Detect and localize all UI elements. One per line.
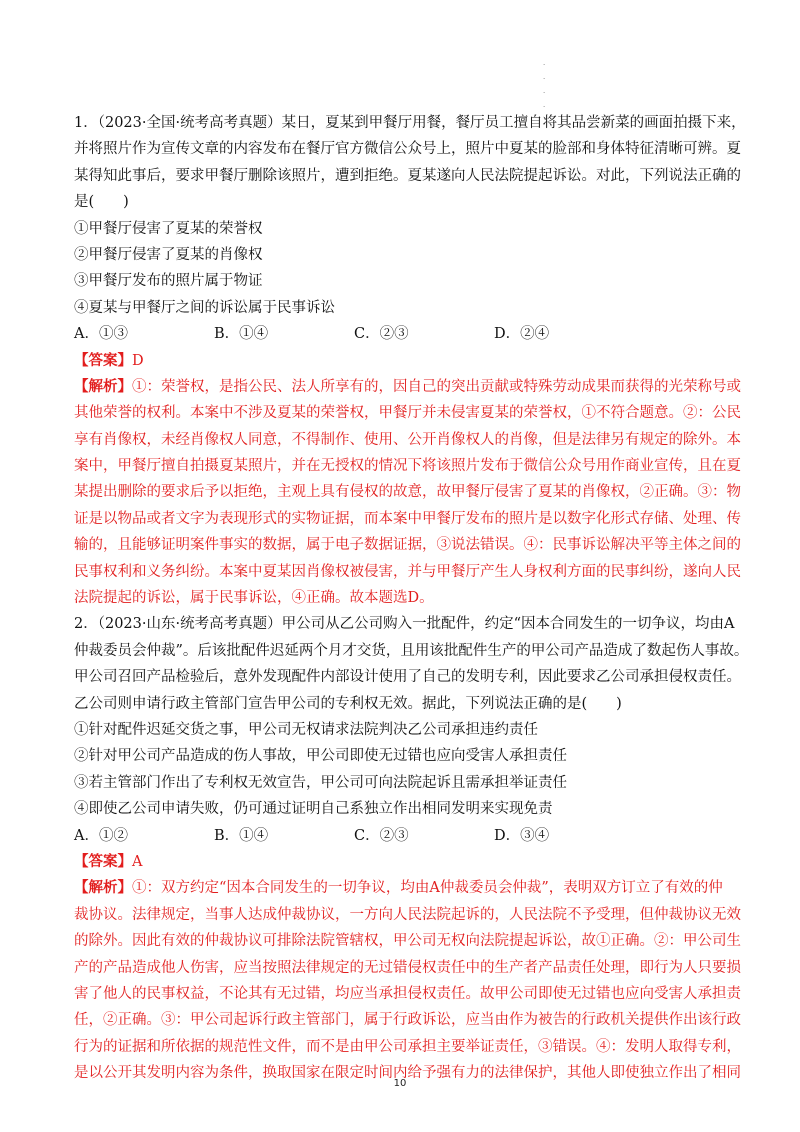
question-stem-line: 甲公司召回产品检验后，意外发现配件内部设计使用了自己的发明专利，因此要求乙公司承担侵权责任。 (74, 669, 741, 686)
question-2 (74, 611, 749, 1086)
analysis-line: 某提出删除的要求后予以拒绝，主观上具有侵权的故意，故甲餐厅侵害了夏某的肖像权，②正确。③：物 (74, 484, 741, 501)
option-b: B．①④ (214, 326, 269, 343)
analysis-line: 是以公开其发明内容为条件，换取国家在限定时间内给予强有力的法律保护，其他人即使独立作出了相同 (74, 1065, 741, 1082)
question-stem-line: 某得知此事后，要求甲餐厅删除该照片，遭到拒绝。夏某遂向人民法院提起诉讼。对此，下列说法正确的 (74, 167, 741, 184)
analysis-line: 裁协议。法律规定，当事人达成仲裁协议，一方向人民法院起诉的，人民法院不予受理，但仲裁协议无效 (74, 906, 741, 923)
analysis-line: 法院提起的诉讼，属于民事诉讼，④正确。故本题选D。 (74, 590, 434, 607)
analysis-line: 的除外。因此有效的仲裁协议可排除法院管辖权，甲公司无权向法院提起诉讼，故①正确。②：甲公司生 (74, 933, 741, 950)
analysis-line: 民事权利和义务纠纷。本案中夏某因肖像权被侵害，并与甲餐厅产生人身权利方面的民事纠纷，遂向人民 (74, 563, 741, 580)
statement: ④即使乙公司申请失败，仍可通过证明自己系独立作出相同发明来实现免责 (74, 801, 553, 818)
option-a: A．①② (74, 827, 128, 844)
answer-value: D (132, 352, 144, 369)
answer-label: 【答案】 (74, 351, 132, 369)
option-c: C．②③ (354, 827, 409, 844)
analysis-line: 案中，甲餐厅擅自拍摄夏某照片，并在无授权的情况下将该照片发布于微信公众号用作商业宣传，且在夏 (74, 458, 741, 475)
answer-line (74, 348, 730, 374)
analysis-label: 【解析】 (74, 879, 132, 897)
question-stem-line: 是( ) (74, 194, 129, 211)
analysis-line: 其他荣誉的权利。本案中不涉及夏某的荣誉权，甲餐厅并未侵害夏某的荣誉权，①不符合题意。②：公民 (74, 405, 741, 422)
statement: ②甲餐厅侵害了夏某的肖像权 (74, 246, 263, 263)
answer-value: A (132, 853, 143, 870)
analysis-line (74, 374, 741, 400)
analysis-line: 产的产品造成他人伤害，应当按照法律规定的无过错侵权责任中的生产者产品责任处理，即行为人只要损 (74, 959, 741, 976)
question-stem-line: 1．（2023·全国·统考高考真题）某日，夏某到甲餐厅用餐，餐厅员工擅自将其品尝新菜的画面拍摄下来， (74, 115, 746, 131)
answer-label: 【答案】 (74, 852, 132, 870)
answer-line (74, 849, 730, 875)
option-b: B．①④ (214, 827, 269, 844)
statement: ③甲餐厅发布的照片属于物证 (74, 273, 263, 290)
option-c: C．②③ (354, 326, 409, 343)
option-d: D．②④ (494, 326, 550, 343)
option-a: A．①③ (74, 326, 128, 343)
option-d: D．③④ (494, 827, 550, 844)
analysis-line (74, 875, 730, 901)
question-stem-line: 并将照片作为宣传文章的内容发布在餐厅官方微信公众号上，照片中夏某的脸部和身体特征清晰可辨。夏 (74, 141, 741, 158)
statement: ①甲餐厅侵害了夏某的荣誉权 (74, 220, 263, 237)
question-stem-line: 乙公司则申请行政主管部门宣告甲公司的专利权无效。据此，下列说法正确的是( ) (74, 695, 622, 712)
analysis-line: 享有肖像权，未经肖像权人同意，不得制作、使用、公开肖像权人的肖像，但是法律另有规定的除外。本 (74, 431, 741, 448)
answer-options (74, 321, 730, 347)
analysis-line: 行为的证据和所依据的规范性文件，而不是由甲公司承担主要举证责任，③错误。④：发明人取得专利， (74, 1038, 741, 1055)
statement: ①针对配件迟延交货之事，甲公司无权请求法院判决乙公司承担违约责任 (74, 721, 538, 738)
document-body (74, 110, 749, 1086)
answer-options (74, 823, 730, 849)
question-1 (74, 110, 746, 611)
analysis-line: 证是以物品或者文字为表现形式的实物证据，而本案中甲餐厅发布的照片是以数字化形式存储、处理、传 (74, 510, 741, 527)
question-stem-line: 2．（2023·山东·统考高考真题）甲公司从乙公司购入一批配件，约定“因本合同发生的一切争议，均由A (74, 616, 735, 633)
analysis-label: 【解析】 (74, 377, 132, 395)
page-number: 10 (393, 1078, 407, 1089)
analysis-line: 任，②正确。③：甲公司起诉行政主管部门，属于行政诉讼，应当由作为被告的行政机关提供作出该行政 (74, 1012, 741, 1029)
question-stem-line: 仲裁委员会仲裁”。后该批配件迟延两个月才交货，且用该批配件生产的甲公司产品造成了数起伤人事故。 (74, 642, 749, 659)
analysis-line: 害了他人的民事权益，不论其有无过错，均应当承担侵权责任。故甲公司即使无过错也应向受害人承担责 (74, 985, 741, 1002)
statement: ④夏某与甲餐厅之间的诉讼属于民事诉讼 (74, 299, 335, 316)
analysis-text: ①：双方约定“因本合同发生的一切争议，均由A仲裁委员会仲裁”，表明双方订立了有效的仲 (132, 880, 723, 897)
analysis-text: ①：荣誉权，是指公民、法人所享有的，因自己的突出贡献或特殊劳动成果而获得的光荣称号或 (132, 378, 741, 395)
decorative-dots: · · · · (543, 61, 546, 111)
statement: ②针对甲公司产品造成的伤人事故，甲公司即使无过错也应向受害人承担责任 (74, 748, 567, 765)
statement: ③若主管部门作出了专利权无效宣告，甲公司可向法院起诉且需承担举证责任 (74, 774, 567, 791)
analysis-line: 输的，且能够证明案件事实的数据，属于电子数据证据，③说法错误。④：民事诉讼解决平等主体之间的 (74, 537, 741, 554)
